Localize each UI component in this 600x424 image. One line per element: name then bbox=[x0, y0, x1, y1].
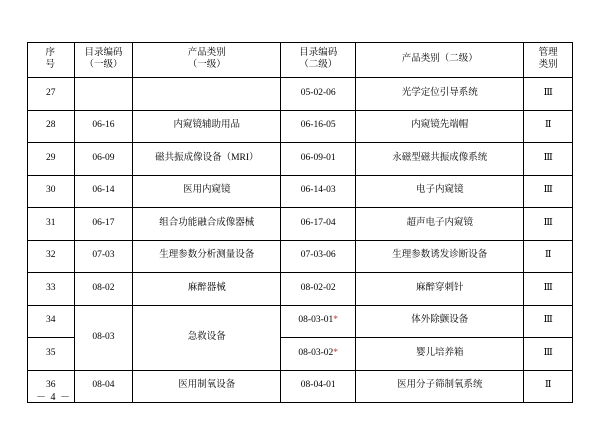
cell-seq: 29 bbox=[28, 143, 75, 176]
cell-code2 bbox=[281, 273, 356, 306]
cell-cat2: 体外除颤设备 bbox=[356, 305, 524, 338]
code2-text: 06-17-04 bbox=[300, 217, 336, 228]
header-line: 目录编码 bbox=[299, 48, 338, 59]
cell-code2 bbox=[281, 78, 356, 111]
cell-mgmt: Ⅱ bbox=[524, 110, 573, 143]
cell-code2 bbox=[281, 208, 356, 241]
code2-mark: * bbox=[333, 347, 338, 358]
cell-mgmt: Ⅲ bbox=[524, 143, 573, 176]
header-line: 序 号 bbox=[45, 48, 62, 70]
cell-cat1: 急救设备 bbox=[133, 305, 281, 370]
cell-cat2: 永磁型磁共振成像系统 bbox=[356, 143, 524, 176]
cell-code1: 06-16 bbox=[74, 110, 133, 143]
cell-seq: 32 bbox=[28, 240, 75, 273]
cell-mgmt: Ⅲ bbox=[524, 78, 573, 111]
header-line: 产品类别 bbox=[187, 48, 226, 59]
cell-seq: 35 bbox=[28, 338, 75, 371]
code2-text: 06-14-03 bbox=[300, 185, 336, 196]
cell-cat1: 生理参数分析测量设备 bbox=[133, 240, 281, 273]
cell-cat2: 麻醉穿刺针 bbox=[356, 273, 524, 306]
table-body bbox=[28, 78, 573, 403]
cell-code2 bbox=[281, 240, 356, 273]
table-row bbox=[28, 143, 573, 176]
cell-cat1: 磁共振成像设备（MRI） bbox=[133, 143, 281, 176]
cell-cat2: 医用分子筛制氧系统 bbox=[356, 370, 524, 403]
cell-cat2: 光学定位引导系统 bbox=[356, 78, 524, 111]
cell-code2 bbox=[281, 338, 356, 371]
cell-seq: 27 bbox=[28, 78, 75, 111]
table-row bbox=[28, 305, 573, 338]
cell-seq: 33 bbox=[28, 273, 75, 306]
cell-code1: 07-03 bbox=[74, 240, 133, 273]
cell-cat1: 医用内窥镜 bbox=[133, 175, 281, 208]
cell-seq: 36 bbox=[28, 370, 75, 403]
cell-cat2: 内窥镜先端帽 bbox=[356, 110, 524, 143]
cell-mgmt: Ⅲ bbox=[524, 273, 573, 306]
cell-cat2: 婴儿培养箱 bbox=[356, 338, 524, 371]
table-row bbox=[28, 78, 573, 111]
table-header-row bbox=[28, 43, 573, 78]
code2-text: 07-03-06 bbox=[300, 250, 336, 261]
cell-seq: 30 bbox=[28, 175, 75, 208]
cell-cat2: 电子内窥镜 bbox=[356, 175, 524, 208]
code2-mark: * bbox=[333, 315, 338, 326]
cell-code1: 08-04 bbox=[74, 370, 133, 403]
cell-mgmt: Ⅲ bbox=[524, 175, 573, 208]
cell-code2 bbox=[281, 110, 356, 143]
header-cell-code1 bbox=[74, 43, 133, 78]
table-row bbox=[28, 175, 573, 208]
cell-cat2: 超声电子内窥镜 bbox=[356, 208, 524, 241]
cell-mgmt: Ⅲ bbox=[524, 305, 573, 338]
header-cell-mgmt bbox=[524, 43, 573, 78]
cell-code2 bbox=[281, 143, 356, 176]
code2-text: 08-04-01 bbox=[300, 380, 336, 391]
code2-text: 06-09-01 bbox=[300, 152, 336, 163]
code2-text: 08-03-01 bbox=[298, 315, 334, 326]
cell-code2 bbox=[281, 370, 356, 403]
catalog-table-container bbox=[27, 42, 573, 403]
code2-text: 08-02-02 bbox=[300, 282, 336, 293]
code2-text: 05-02-06 bbox=[300, 87, 336, 98]
cell-code2 bbox=[281, 305, 356, 338]
code2-text: 08-03-02 bbox=[298, 347, 334, 358]
table-row bbox=[28, 370, 573, 403]
cell-cat1: 医用制氧设备 bbox=[133, 370, 281, 403]
cell-mgmt: Ⅲ bbox=[524, 208, 573, 241]
cell-cat1: 组合功能融合成像器械 bbox=[133, 208, 281, 241]
header-cell-cat2 bbox=[356, 43, 524, 78]
cell-cat1: 麻醉器械 bbox=[133, 273, 281, 306]
cell-code1: 06-17 bbox=[74, 208, 133, 241]
cell-cat1 bbox=[133, 78, 281, 111]
table-header bbox=[28, 43, 573, 78]
cell-code1: 08-03 bbox=[74, 305, 133, 370]
cell-cat1: 内窥镜辅助用品 bbox=[133, 110, 281, 143]
catalog-table bbox=[27, 42, 573, 403]
header-line: （一级） bbox=[187, 60, 226, 70]
header-line: 类别 bbox=[538, 60, 558, 70]
header-cell-cat1 bbox=[133, 43, 281, 78]
cell-mgmt: Ⅱ bbox=[524, 240, 573, 273]
cell-mgmt: Ⅲ bbox=[524, 338, 573, 371]
code2-text: 06-16-05 bbox=[300, 120, 336, 131]
table-row bbox=[28, 208, 573, 241]
table-row bbox=[28, 273, 573, 306]
header-line: 管理 bbox=[538, 48, 558, 59]
cell-cat2: 生理参数诱发诊断设备 bbox=[356, 240, 524, 273]
page-number: － 4 － bbox=[36, 392, 71, 403]
cell-seq: 34 bbox=[28, 305, 75, 338]
header-cell-seq bbox=[28, 43, 75, 78]
cell-code1: 06-09 bbox=[74, 143, 133, 176]
cell-mgmt: Ⅱ bbox=[524, 370, 573, 403]
cell-code1: 08-02 bbox=[74, 273, 133, 306]
header-line: （一级） bbox=[84, 60, 123, 70]
cell-seq: 31 bbox=[28, 208, 75, 241]
header-cell-code2 bbox=[281, 43, 356, 78]
header-line: 目录编码 bbox=[84, 48, 123, 59]
table-row bbox=[28, 240, 573, 273]
table-row bbox=[28, 110, 573, 143]
header-line: （二级） bbox=[299, 60, 338, 70]
cell-code1: 06-14 bbox=[74, 175, 133, 208]
cell-seq: 28 bbox=[28, 110, 75, 143]
cell-code1 bbox=[74, 78, 133, 111]
cell-code2 bbox=[281, 175, 356, 208]
header-line: 产品类别（二级） bbox=[401, 54, 478, 65]
